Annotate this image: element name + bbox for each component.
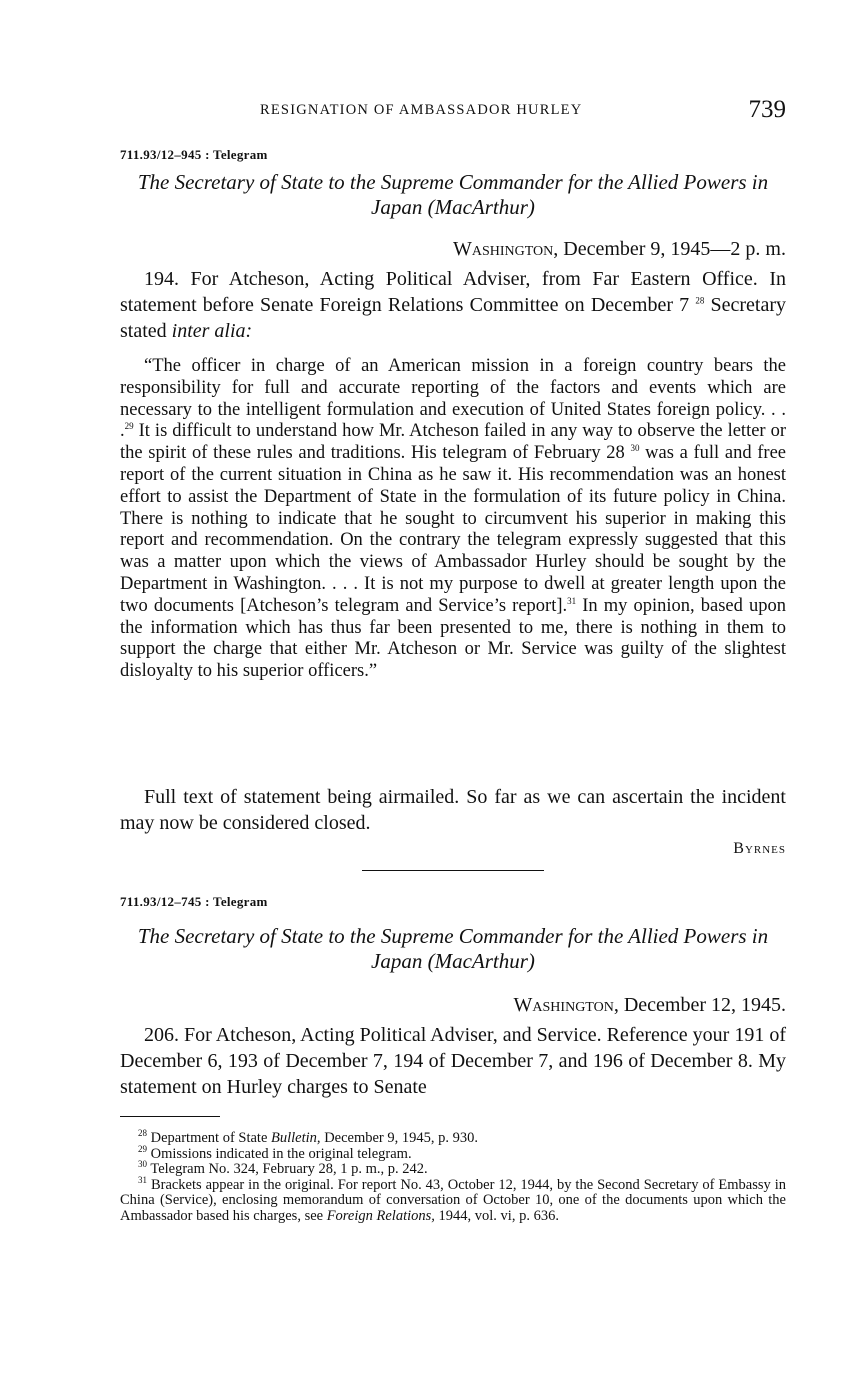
footnotes bbox=[120, 1128, 786, 1224]
footnote-ref-30: 30 bbox=[630, 443, 640, 454]
footnote-28-italic: Bulletin, bbox=[271, 1130, 321, 1146]
quote-text-c: was a full and free report of the current situation in China as he saw it. His recommendation was an honest effort to assist the Department of State in the formulation of its future policy in China. There is nothing to indicate that he sought to circumvent his superior in making this report and recommendation. On the contrary the telegram expressly suggested that this was a matter upon which the views of Ambassador Hurley should be sought by the Department in Washington. . . . It is not my purpose to dwell at greater length upon the two documents [Atcheson’s telegram and Service’s report]. bbox=[120, 443, 786, 616]
footnote-ref-29: 29 bbox=[124, 421, 134, 432]
section-divider bbox=[120, 870, 786, 871]
doc1-signature: Byrnes bbox=[733, 840, 786, 857]
doc1-intro-italic: inter alia: bbox=[171, 320, 253, 342]
footnote-28-text: Department of State bbox=[147, 1130, 272, 1146]
footnote-29-number: 29 bbox=[138, 1143, 147, 1154]
doc2-heading: The Secretary of State to the Supreme Commander for the Allied Powers in Japan (MacArthur) bbox=[137, 924, 769, 973]
footnote-28 bbox=[120, 1128, 786, 1147]
doc1-heading: The Secretary of State to the Supreme Commander for the Allied Powers in Japan (MacArthur) bbox=[137, 170, 769, 219]
doc2-dateline bbox=[120, 994, 786, 1017]
footnote-31-italic: Foreign Relations, bbox=[326, 1207, 435, 1224]
footnote-29-text: Omissions indicated in the original telegram. bbox=[147, 1145, 412, 1162]
doc1-intro-text: 194. For Atcheson, Acting Political Adviser, from Far Eastern Office. In statement before Senate Foreign Relations Committee on December 7 bbox=[120, 268, 786, 316]
quote-text-b: It is difficult to understand how Mr. Atcheson failed in any way to observe the letter or the spirit of these rules and traditions. His telegram of February 28 bbox=[120, 421, 786, 464]
doc1-file-number: 711.93/12–945 : Telegram bbox=[120, 147, 268, 162]
running-head-title: RESIGNATION OF AMBASSADOR HURLEY bbox=[260, 102, 583, 118]
doc2-paragraph: 206. For Atcheson, Acting Political Adviser, and Service. Reference your 191 of December 6, 193 of December 7, 194 of December 7, and 196 of December 8. My statement on Hurley charges to Senate bbox=[120, 1024, 786, 1098]
doc1-closing-paragraph: Full text of statement being airmailed. So far as we can ascertain the incident may now be considered closed. bbox=[120, 786, 786, 834]
page-number: 739 bbox=[748, 96, 786, 123]
footnote-ref-28: 28 bbox=[695, 295, 705, 306]
footnote-28-number: 28 bbox=[138, 1128, 147, 1139]
doc1-dateline bbox=[120, 238, 786, 261]
quote-text-a: “The officer in charge of an American mission in a foreign country bears the responsibility for full and accurate reporting of the factors and events which are necessary to the intelligent formulation and execution of United States foreign policy. . . . bbox=[120, 356, 786, 442]
footnote-rule bbox=[120, 1116, 786, 1117]
footnote-30-number: 30 bbox=[138, 1159, 147, 1170]
quote-text-d: In my opinion, based upon the information which has thus far been presented to me, there is nothing in them to support the charge that either Mr. Atcheson or Mr. Service was guilty of the slightest disloyalty to his superior officers.” bbox=[120, 595, 786, 682]
doc1-intro-text-b: Secretary stated bbox=[120, 294, 786, 342]
doc1-dateline-rest: , December 9, 1945—2 p. m. bbox=[553, 238, 786, 260]
doc1-dateline-city: Washington bbox=[452, 238, 554, 260]
doc2-dateline-city: Washington bbox=[513, 994, 614, 1016]
footnote-30 bbox=[120, 1159, 786, 1178]
running-head bbox=[120, 96, 786, 128]
doc2-file-number: 711.93/12–745 : Telegram bbox=[120, 894, 268, 909]
footnote-31-number: 31 bbox=[138, 1174, 147, 1185]
footnote-31-text-b: 1944, vol. vi, p. 636. bbox=[434, 1207, 559, 1224]
footnote-30-text: Telegram No. 324, February 28, 1 p. m., p. 242. bbox=[147, 1161, 428, 1177]
doc1-intro-paragraph bbox=[120, 266, 786, 344]
footnote-31 bbox=[120, 1174, 786, 1225]
footnote-31-text: Brackets appear in the original. For report No. 43, October 12, 1944, by the Second Secretary of Embassy in China (Service), enclosing memorandum of conversation of October 10, one of the documents upon which the Ambassador based his charges, see bbox=[120, 1176, 786, 1224]
footnote-29 bbox=[120, 1143, 786, 1163]
doc1-quotation bbox=[120, 356, 786, 683]
footnote-28-text-b: December 9, 1945, p. 930. bbox=[320, 1130, 479, 1146]
footnote-ref-31: 31 bbox=[567, 595, 577, 606]
doc2-dateline-rest: , December 12, 1945. bbox=[613, 994, 786, 1016]
